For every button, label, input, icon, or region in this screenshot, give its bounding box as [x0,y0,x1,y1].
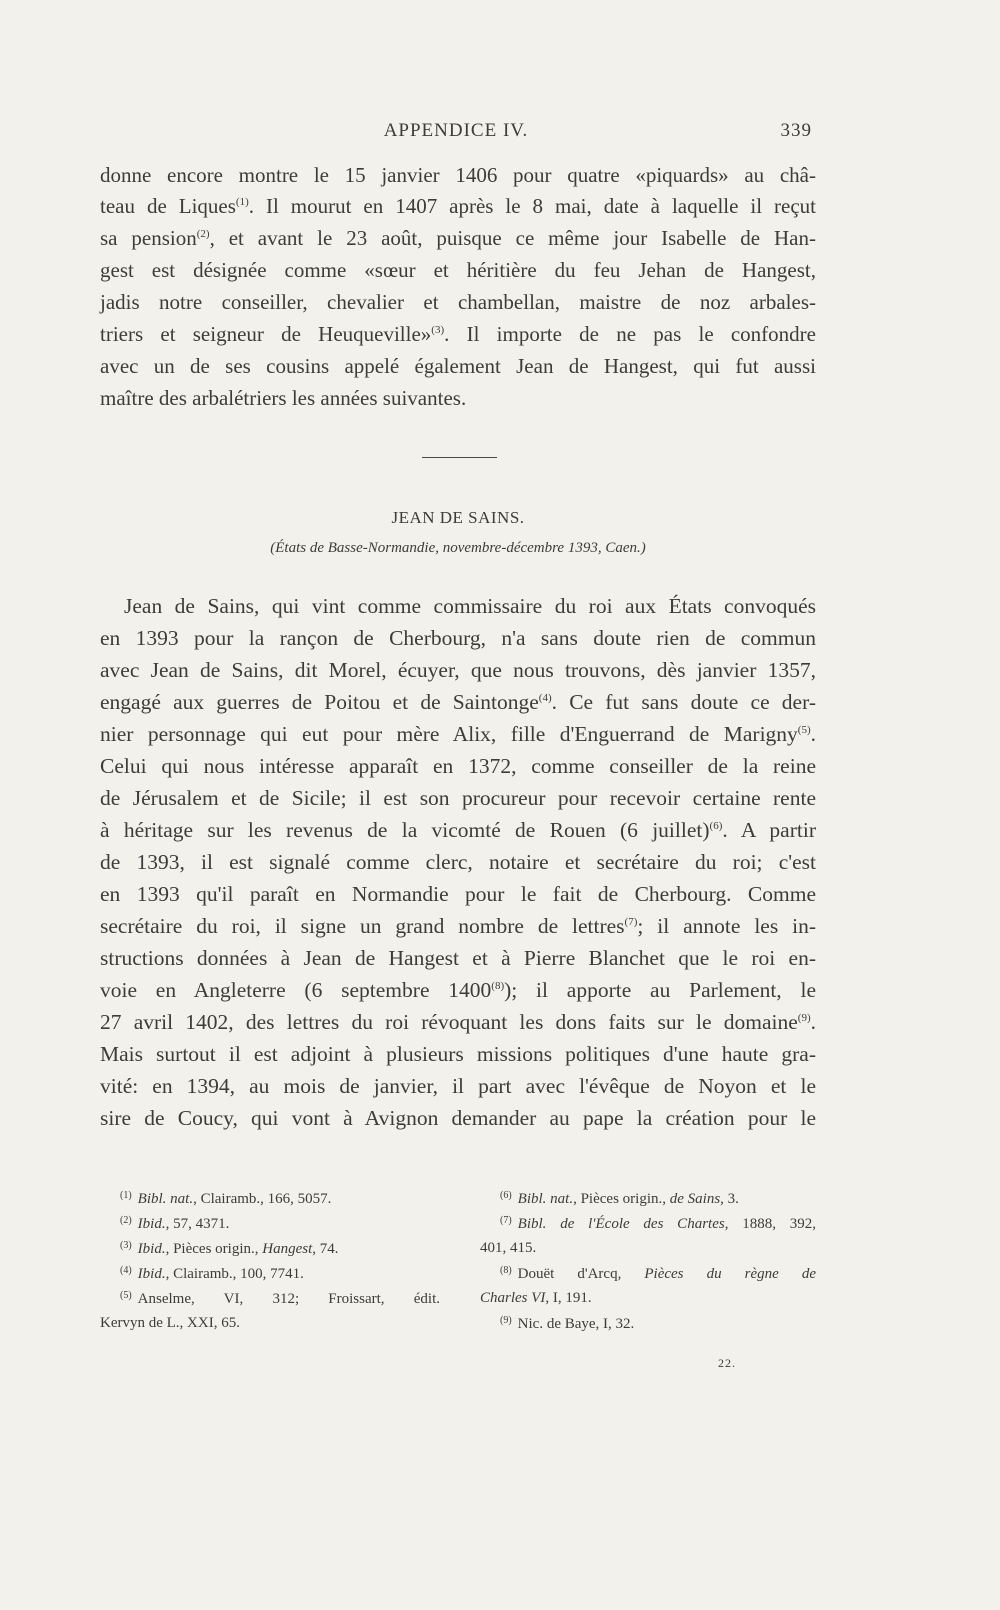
text-line: 27 avril 1402, des lettres du roi révoquant les dons faits sur le domaine$^{(9)}$. [100,1010,816,1034]
text-line: jadis notre conseiller, chevalier et chambellan, maistre de noz arbales- [100,290,816,314]
footnote-ref: (5) [797,724,811,736]
footnote-continuation: 401, 415. [480,1240,537,1256]
page-number: 339 [780,120,812,141]
footnote-ref: (6) [709,820,723,832]
text-line: Mais surtout il est adjoint à plusieurs missions politiques d'une haute gra- [100,1042,816,1066]
footnote: $^{(9)}$ Nic. de Baye, I, 32. [500,1315,635,1332]
footnote: $^{(1)}$ Bibl. nat., Clairamb., 166, 5057. [120,1190,332,1207]
running-title: APPENDICE IV. [383,120,529,141]
text-line: de 1393, il est signalé comme clerc, notaire et secrétaire du roi; c'est [100,850,816,874]
text-line: triers et seigneur de Heuqueville»$^{(3)}$. Il importe de ne pas le confondre [100,322,816,346]
text-line: en 1393 qu'il paraît en Normandie pour le fait de Cherbourg. Comme [100,882,816,906]
footnote: $^{(4)}$ Ibid., Clairamb., 100, 7741. [120,1265,304,1282]
footnote-continuation: Kervyn de L., XXI, 65. [100,1315,240,1331]
footnote-ref: (3) [431,324,445,336]
text-line: Celui qui nous intéresse apparaît en 1372, comme conseiller de la reine [100,754,816,778]
footnote: $^{(5)}$ Anselme, VI, 312; Froissart, édit. [120,1290,440,1307]
text-line: donne encore montre le 15 janvier 1406 pour quatre «piquards» au châ- [100,163,816,187]
footnote-ref: (4) [538,692,552,704]
footnote: $^{(6)}$ Bibl. nat., Pièces origin., de Sains, 3. [500,1190,739,1207]
footnote-ref: (8) [491,980,505,992]
text-line: teau de Liques$^{(1)}$. Il mourut en 1407 après le 8 mai, date à laquelle il reçut [100,194,817,218]
footnote: $^{(7)}$ Bibl. de l'École des Chartes, 1888, 392, [500,1215,816,1232]
text-line: Jean de Sains, qui vint comme commissaire du roi aux États convoqués [124,594,816,618]
footnote-ref: (9) [797,1012,811,1024]
text-line: gest est désignée comme «sœur et héritière du feu Jehan de Hangest, [100,258,816,282]
text-line: engagé aux guerres de Poitou et de Saintonge$^{(4)}$. Ce fut sans doute ce der- [100,690,816,714]
text-line: de Jérusalem et de Sicile; il est son procureur pour recevoir certaine rente [100,786,816,810]
text-line: avec Jean de Sains, dit Morel, écuyer, que nous trouvons, dès janvier 1357, [100,658,816,682]
footnote: $^{(8)}$ Douët d'Arcq, Pièces du règne de [500,1265,816,1282]
text-line: secrétaire du roi, il signe un grand nombre de lettres$^{(7)}$; il annote les in- [100,914,816,938]
footnote-ref: (7) [624,916,638,928]
text-line: structions données à Jean de Hangest et à Pierre Blanchet que le roi en- [100,946,816,970]
text-line: avec un de ses cousins appelé également Jean de Hangest, qui fut aussi [100,354,816,378]
text-line: vité: en 1394, au mois de janvier, il part avec l'évêque de Noyon et le [100,1074,816,1098]
signature-mark: 22. [718,1356,736,1370]
footnote-ref: (2) [196,228,210,240]
text-line: nier personnage qui eut pour mère Alix, fille d'Enguerrand de Marigny$^{(5)}$. [100,722,816,746]
section-subtitle: (États de Basse-Normandie, novembre-décembre 1393, Caen.) [270,540,646,556]
text-line: sire de Coucy, qui vont à Avignon demander au pape la création pour le [100,1106,816,1130]
text-line: voie en Angleterre (6 septembre 1400$^{(8)}$); il apporte au Parlement, le [100,978,816,1002]
footnote-ref: (1) [235,196,249,208]
text-line: sa pension$^{(2)}$, et avant le 23 août, puisque ce même jour Isabelle de Han- [100,226,816,250]
text-line: en 1393 pour la rançon de Cherbourg, n'a sans doute rien de commun [100,626,816,650]
text-line: à héritage sur les revenus de la vicomté de Rouen (6 juillet)$^{(6)}$. A partir [100,818,816,842]
footnote: $^{(3)}$ Ibid., Pièces origin., Hangest, 74. [120,1240,339,1257]
footnote: $^{(2)}$ Ibid., 57, 4371. [120,1215,230,1232]
text-line: maître des arbalétriers les années suivantes. [100,386,467,410]
section-title: JEAN DE SAINS. [391,508,525,527]
footnote-continuation: Charles VI, I, 191. [480,1290,592,1306]
section-divider [422,457,497,458]
